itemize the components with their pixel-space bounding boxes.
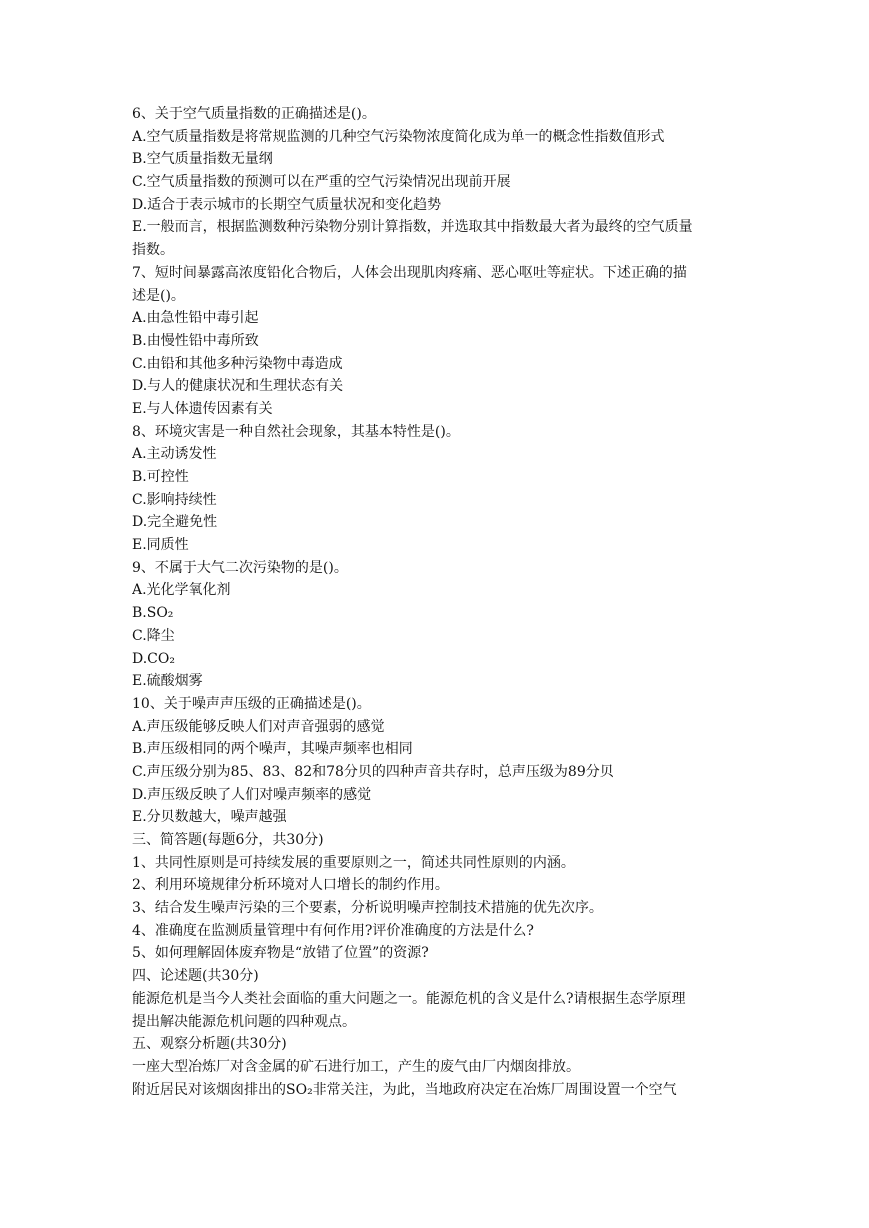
question-8-option-d: D.完全避免性 [132,514,218,531]
document-page [132,103,744,1101]
essay-question-cont: 提出解决能源危机问题的四种观点。 [132,1013,356,1030]
section-4-heading: 四、论述题(共30分) [132,968,259,985]
question-6-stem: 6、关于空气质量指数的正确描述是()。 [132,106,376,122]
question-6-option-b: B.空气质量指数无量纲 [132,151,273,168]
question-9-option-b: B.SO₂ [132,605,174,622]
question-10-option-b: B.声压级相同的两个噪声，其噪声频率也相同 [132,741,413,758]
short-answer-3: 3、结合发生噪声污染的三个要素，分析说明噪声控制技术措施的优先次序。 [132,900,603,917]
question-7-stem-cont: 述是()。 [132,287,185,304]
question-6-option-c: C.空气质量指数的预测可以在严重的空气污染情况出现前开展 [132,174,511,191]
question-8-option-c: C.影响持续性 [132,491,217,508]
question-8-option-b: B.可控性 [132,469,189,485]
question-6-option-a: A.空气质量指数是将常规监测的几种空气污染物浓度简化成为单一的概念性指数值形式 [132,128,665,145]
short-answer-1: 1、共同性原则是可持续发展的重要原则之一，简述共同性原则的内涵。 [132,854,575,871]
question-10-option-e: E.分贝数越大，噪声越强 [132,809,287,826]
section-3-heading: 三、简答题(每题6分，共30分) [132,832,324,848]
essay-question: 能源危机是当今人类社会面临的重大问题之一。能源危机的含义是什么?请根据生态学原理 [132,990,686,1007]
question-7-option-d: D.与人的健康状况和生理状态有关 [132,378,344,395]
section-5-heading: 五、观察分析题(共30分) [132,1036,287,1053]
question-7-stem: 7、短时间暴露高浓度铅化合物后，人体会出现肌肉疼痛、恶心呕吐等症状。下述正确的描 [132,264,687,281]
question-7-option-b: B.由慢性铅中毒所致 [132,332,259,349]
question-9-option-d: D.CO₂ [132,650,175,667]
short-answer-2: 2、利用环境规律分析环境对人口增长的制约作用。 [132,877,449,894]
question-9-option-e: E.硫酸烟雾 [132,673,203,690]
analysis-paragraph-2: 附近居民对该烟囱排出的SO₂非常关注，为此，当地政府决定在冶炼厂周围设置一个空气 [132,1081,677,1098]
question-8-option-a: A.主动诱发性 [132,446,217,463]
question-7-option-a: A.由急性铅中毒引起 [132,310,259,327]
question-9-stem: 9、不属于大气二次污染物的是()。 [132,559,348,576]
analysis-paragraph-1: 一座大型冶炼厂对含金属的矿石进行加工，产生的废气由厂内烟囱排放。 [132,1058,580,1075]
question-10-option-a: A.声压级能够反映人们对声音强弱的感觉 [132,718,385,735]
short-answer-4: 4、准确度在监测质量管理中有何作用?评价准确度的方法是什么? [132,922,534,939]
question-9-option-a: A.光化学氧化剂 [132,582,231,599]
question-10-option-c: C.声压级分别为85、83、82和78分贝的四种声音共存时，总声压级为89分贝 [132,763,614,780]
question-10-stem: 10、关于噪声声压级的正确描述是()。 [132,695,371,712]
question-6-option-d: D.适合于表示城市的长期空气质量状况和变化趋势 [132,196,442,213]
question-8-stem: 8、环境灾害是一种自然社会现象，其基本特性是()。 [132,423,460,440]
question-6-option-e: E.一般而言，根据监测数种污染物分别计算指数，并选取其中指数最大者为最终的空气质量 [132,219,693,236]
question-7-option-c: C.由铅和其他多种污染物中毒造成 [132,355,343,372]
question-8-option-e: E.同质性 [132,537,189,554]
question-9-option-c: C.降尘 [132,627,175,644]
question-7-option-e: E.与人体遗传因素有关 [132,400,273,417]
question-10-option-d: D.声压级反映了人们对噪声频率的感觉 [132,786,372,803]
question-6-option-e-cont: 指数。 [132,242,174,259]
short-answer-5: 5、如何理解固体废弃物是“放错了位置”的资源? [132,945,429,962]
